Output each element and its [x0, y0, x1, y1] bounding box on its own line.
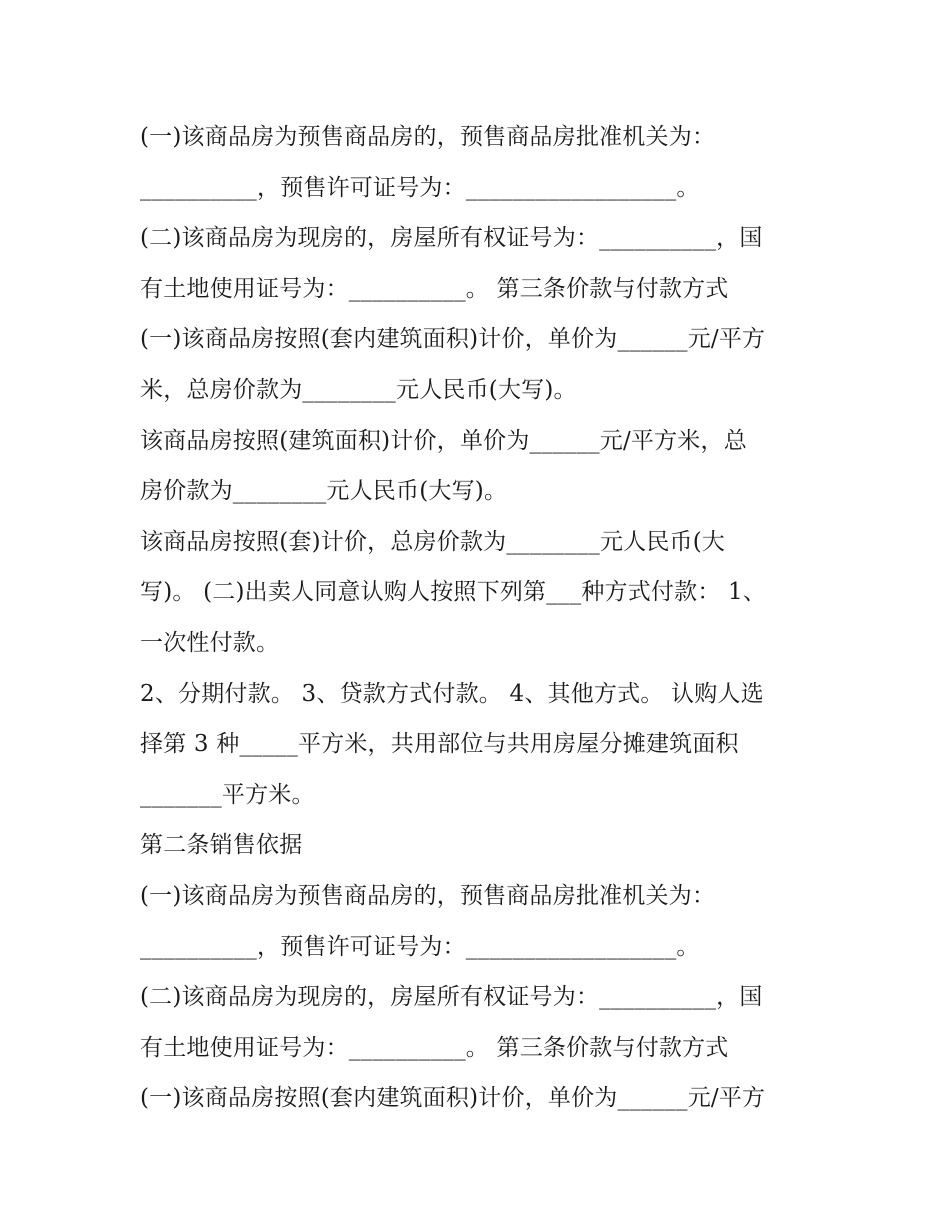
- section-heading: 第二条销售依据: [140, 832, 303, 859]
- text-line: _______平方米。: [140, 781, 315, 808]
- text-line: __________，预售许可证号为：__________________。: [140, 174, 700, 201]
- text-line: __________，预售许可证号为：__________________。: [140, 933, 700, 960]
- text-line: 房价款为________元人民币(大写)。: [140, 478, 508, 505]
- text-line: 米，总房价款为________元人民币(大写)。: [140, 376, 577, 403]
- text-line: 该商品房按照(套)计价，总房价款为________元人民币(大: [140, 528, 726, 555]
- document-body: [140, 112, 830, 1124]
- text-line: 一次性付款。: [140, 629, 280, 656]
- text-line: (一)该商品房按照(套内建筑面积)计价，单价为______元/平方: [140, 1085, 766, 1112]
- text-line: (一)该商品房为预售商品房的，预售商品房批准机关为：: [140, 124, 716, 150]
- text-line: 该商品房按照(建筑面积)计价，单价为______元/平方米，总: [140, 427, 747, 454]
- text-line: (二)该商品房为现房的，房屋所有权证号为：__________，国: [140, 984, 763, 1011]
- text-line: 有土地使用证号为：__________。 第三条价款与付款方式: [140, 275, 729, 302]
- text-line: 有土地使用证号为：__________。 第三条价款与付款方式: [140, 1034, 729, 1061]
- text-line: 2、分期付款。 3、贷款方式付款。 4、其他方式。 认购人选: [140, 680, 764, 707]
- text-line: 择第 3 种_____平方米，共用部位与共用房屋分摊建筑面积: [140, 731, 739, 758]
- text-line: (一)该商品房按照(套内建筑面积)计价，单价为______元/平方: [140, 326, 766, 353]
- text-line: (二)该商品房为现房的，房屋所有权证号为：__________，国: [140, 225, 763, 252]
- text-line: (一)该商品房为预售商品房的，预售商品房批准机关为：: [140, 882, 716, 909]
- text-line: 写)。 (二)出卖人同意认购人按照下列第___种方式付款： 1、: [140, 579, 767, 606]
